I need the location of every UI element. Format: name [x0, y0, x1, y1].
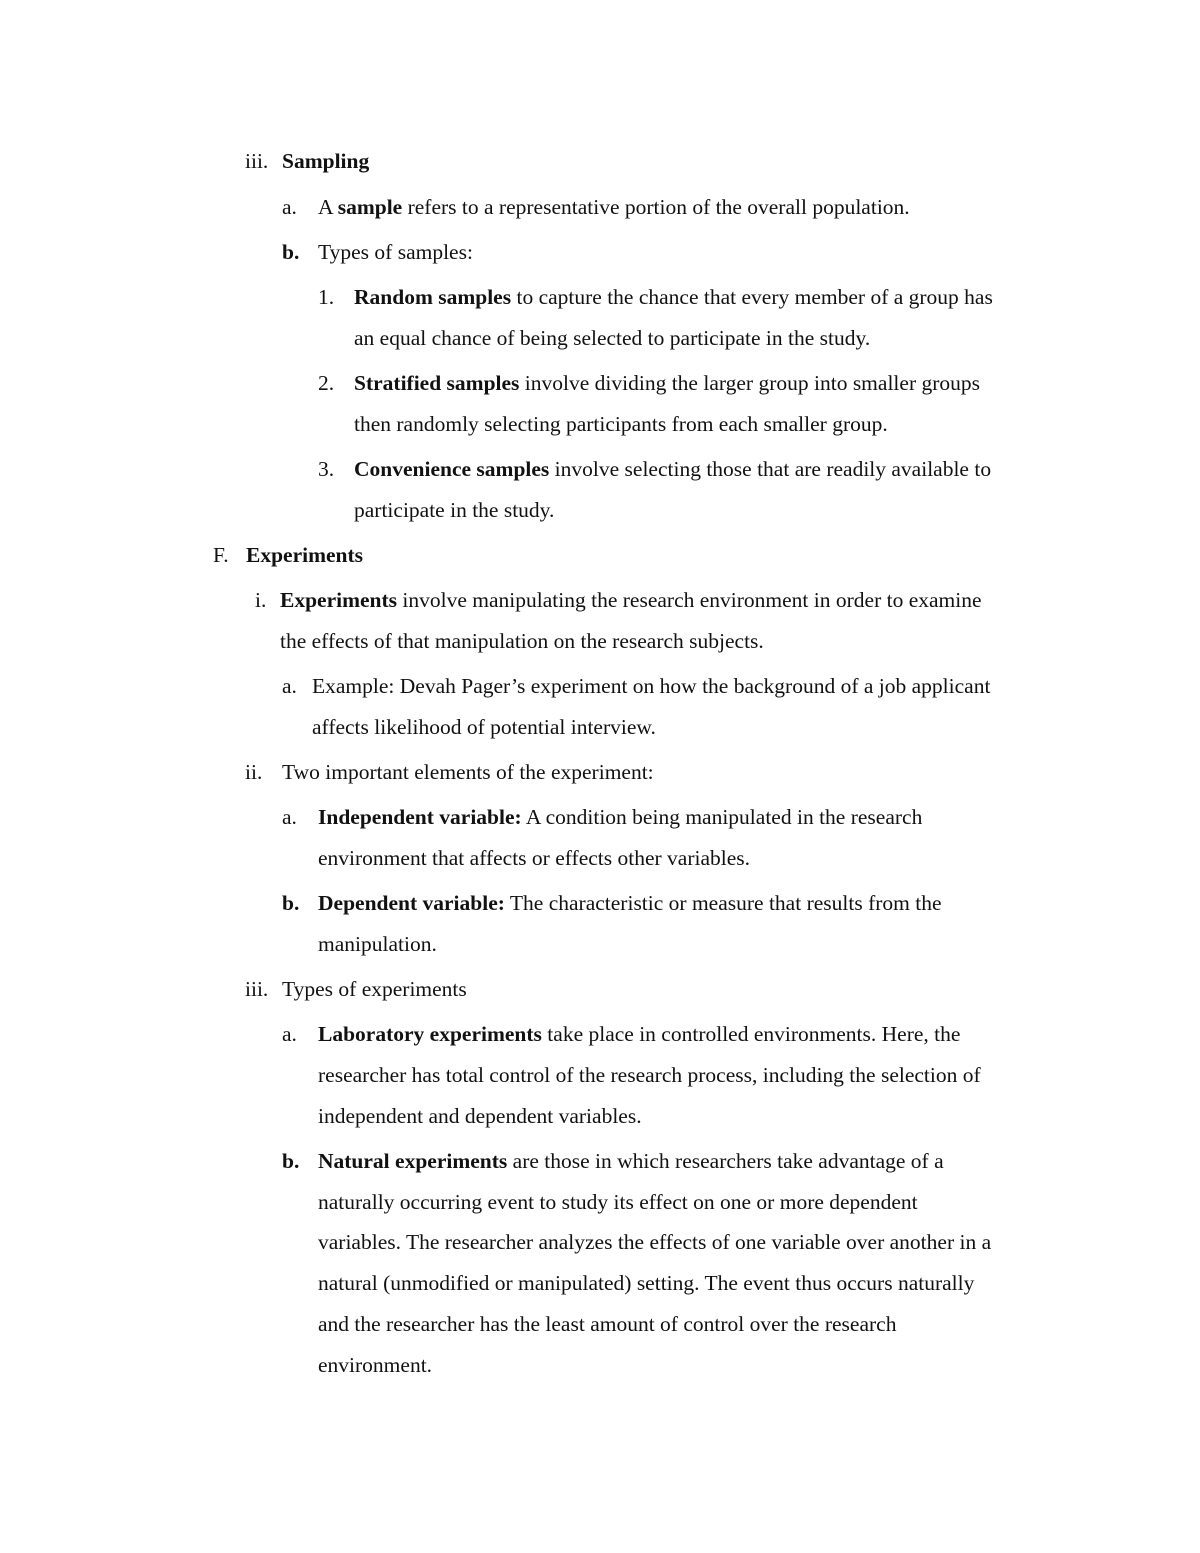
sampling-marker: iii. [245, 149, 269, 173]
sample-type-1-marker: 1. [318, 285, 335, 309]
experiments-i-line2: the effects of that manipulation on the research subjects. [280, 629, 764, 653]
sample-type-2-line1: Stratified samples involve dividing the larger group into smaller groups [354, 371, 981, 395]
experiments-i-a-line1: Example: Devah Pager’s experiment on how the background of a job applicant [312, 674, 991, 698]
experiments-iii-a-line3: independent and dependent variables. [318, 1104, 642, 1128]
sample-type-2-line2: then randomly selecting participants from each smaller group. [354, 412, 888, 436]
experiments-ii-a-line2: environment that affects or effects other variables. [318, 846, 751, 870]
sample-type-3-line1: Convenience samples involve selecting those that are readily available to [354, 457, 992, 481]
sampling-b-text: Types of samples: [318, 240, 473, 264]
experiments-iii-b-line4: natural (unmodified or manipulated) setting. The event thus occurs naturally [318, 1271, 975, 1295]
experiments-i-a-line2: affects likelihood of potential interview. [312, 715, 656, 739]
experiments-iii-a-line1: Laboratory experiments take place in controlled environments. Here, the [318, 1022, 961, 1046]
experiments-iii-b-line6: environment. [318, 1353, 433, 1377]
experiments-iii-b-line2: naturally occurring event to study its effect on one or more dependent [318, 1190, 918, 1214]
experiments-ii-a-marker: a. [282, 805, 297, 829]
experiments-ii-b-line1: Dependent variable: The characteristic or measure that results from the [318, 891, 942, 915]
experiments-iii-a-line2: researcher has total control of the research process, including the selection of [318, 1063, 981, 1087]
experiments-i-line1: Experiments involve manipulating the research environment in order to examine [280, 588, 982, 612]
sample-type-3-line2: participate in the study. [354, 498, 555, 522]
sampling-b-marker: b. [282, 240, 300, 264]
sample-type-1-line1: Random samples to capture the chance that every member of a group has [354, 285, 993, 309]
experiments-heading: Experiments [246, 543, 364, 567]
experiments-marker: F. [213, 543, 229, 567]
sample-type-3-marker: 3. [318, 457, 335, 481]
experiments-iii-b-line3: variables. The researcher analyzes the effects of one variable over another in a [318, 1230, 992, 1254]
experiments-ii-b-marker: b. [282, 891, 300, 915]
experiments-ii-marker: ii. [245, 760, 263, 784]
experiments-i-a-marker: a. [282, 674, 297, 698]
experiments-iii-b-line5: and the researcher has the least amount of control over the research [318, 1312, 897, 1336]
experiments-ii-b-line2: manipulation. [318, 932, 437, 956]
sampling-a-marker: a. [282, 195, 297, 219]
sampling-a-text: A sample refers to a representative portion of the overall population. [318, 195, 910, 219]
experiments-iii-a-marker: a. [282, 1022, 297, 1046]
experiments-ii-a-line1: Independent variable: A condition being manipulated in the research [318, 805, 923, 829]
experiments-iii-b-line1: Natural experiments are those in which researchers take advantage of a [318, 1149, 944, 1173]
experiments-iii-marker: iii. [245, 977, 269, 1001]
sampling-heading: Sampling [282, 149, 370, 173]
experiments-iii-b-marker: b. [282, 1149, 300, 1173]
experiments-iii-text: Types of experiments [282, 977, 467, 1001]
experiments-ii-text: Two important elements of the experiment: [282, 760, 654, 784]
sample-type-1-line2: an equal chance of being selected to participate in the study. [354, 326, 871, 350]
experiments-i-marker: i. [255, 588, 267, 612]
sample-type-2-marker: 2. [318, 371, 335, 395]
